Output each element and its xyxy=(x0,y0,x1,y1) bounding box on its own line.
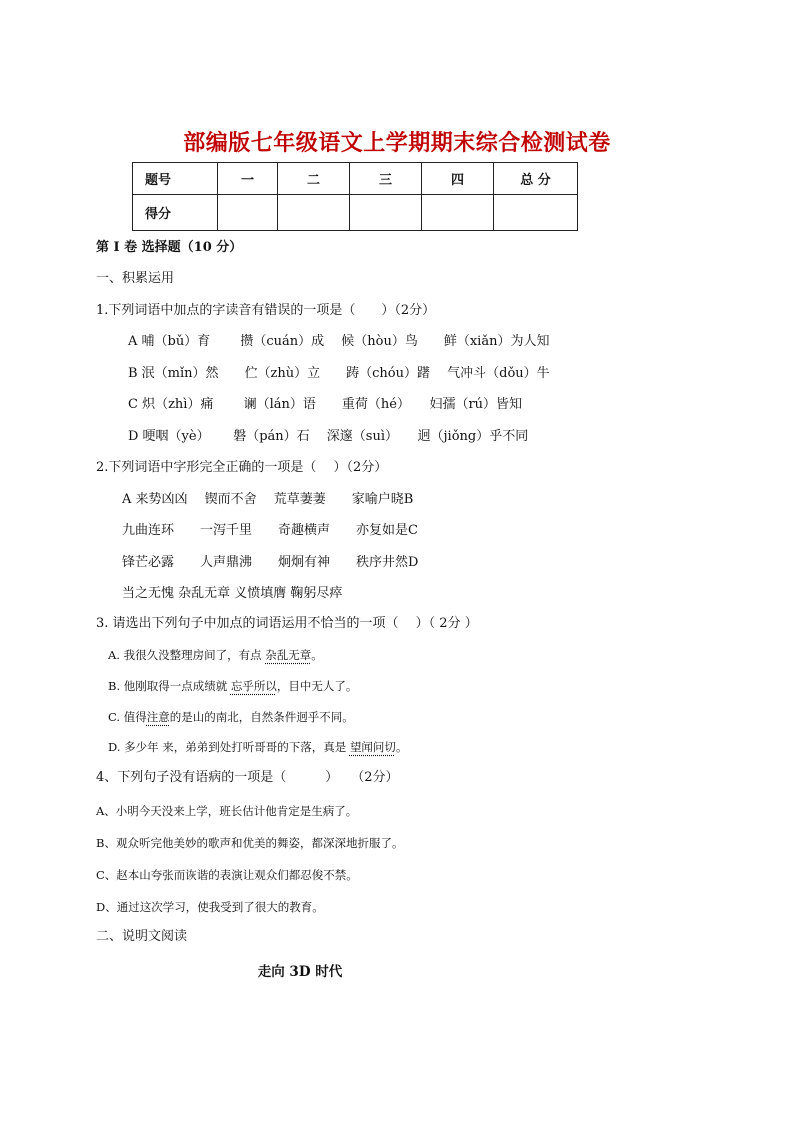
option-text: ，目中无人了。 xyxy=(276,679,358,693)
question-stem: 2.下列词语中字形完全正确的一项是（ ）（2分） xyxy=(96,460,388,475)
option-line: 锋芒必露 人声鼎沸 炯炯有神 秩序井然D xyxy=(122,555,419,570)
score-header-cell: 三 xyxy=(350,163,422,195)
option-d: D、通过这次学习，使我受到了很大的教育。 xyxy=(96,900,324,914)
score-table xyxy=(132,162,578,231)
score-cell xyxy=(494,195,578,231)
part-heading: 二、说明文阅读 xyxy=(96,929,188,944)
score-header-cell: 二 xyxy=(278,163,350,195)
score-row-label: 得分 xyxy=(133,195,218,231)
score-header-cell: 四 xyxy=(422,163,494,195)
score-table-score-row xyxy=(133,195,578,231)
dotted-term: 杂乱无章 xyxy=(265,648,312,662)
score-header-cell: 题号 xyxy=(133,163,218,195)
option-d xyxy=(108,739,407,755)
option-d: D 哽咽（yè） 磐（pán）石 深邃（suì） 迥（jiǒng）乎不同 xyxy=(128,429,529,444)
option-c: C 炽（zhì）痛 谰（lán）语 重荷（hé） 妇孺（rú）皆知 xyxy=(128,397,523,412)
option-c: C、赵本山夸张而诙谐的表演让观众们都忍俊不禁。 xyxy=(96,868,358,882)
option-a: A 哺（bǔ）育 攒（cuán）成 候（hòu）鸟 鲜（xiǎn）为人知 xyxy=(128,334,550,349)
option-line: 九曲连环 一泻千里 奇趣横声 亦复如是C xyxy=(122,523,418,538)
dotted-term: 望闻问切 xyxy=(349,740,396,754)
option-c xyxy=(108,709,354,725)
dotted-term: 忘乎所以 xyxy=(230,679,277,693)
option-b: B、观众听完他美妙的歌声和优美的舞姿，都深深地折服了。 xyxy=(96,836,404,850)
option-text: 的是山的南北，自然条件迥乎不同。 xyxy=(169,710,354,724)
option-text: 。 xyxy=(395,740,408,754)
option-a xyxy=(108,647,323,663)
option-text: C. 值得 xyxy=(108,710,147,724)
option-text: D. 多少年 来，弟弟到处打听哥哥的下落，真是 xyxy=(108,740,350,754)
part-heading: 一、积累运用 xyxy=(96,271,175,286)
score-cell xyxy=(350,195,422,231)
score-table-header-row xyxy=(133,163,578,195)
article-title: 走向 3D 时代 xyxy=(257,964,343,980)
question-stem: 1.下列词语中加点的字读音有错误的一项是（ ）（2分） xyxy=(96,303,436,318)
option-text: A. 我很久没整理房间了，有点 xyxy=(108,648,266,662)
question-stem: 3. 请选出下列句子中加点的词语运用不恰当的一项（ ）（ 2分 ） xyxy=(96,616,478,631)
score-header-cell: 总 分 xyxy=(494,163,578,195)
option-line: A 来势凶凶 锲而不舍 荒草萋萋 家喻户晓B xyxy=(122,492,414,507)
option-b: B 泯（mǐn）然 伫（zhù）立 踌（chóu）躇 气冲斗（dǒu）牛 xyxy=(128,366,550,381)
option-text: B. 他刚取得一点成绩就 xyxy=(108,679,231,693)
question-stem: 4、下列句子没有语病的一项是（ ） （2分） xyxy=(96,770,399,785)
option-a: A、小明今天没来上学，班长估计他肯定是生病了。 xyxy=(96,804,358,818)
score-cell xyxy=(278,195,350,231)
score-header-cell: 一 xyxy=(218,163,278,195)
score-cell xyxy=(422,195,494,231)
option-line: 当之无愧 杂乱无章 义愤填膺 鞠躬尽瘁 xyxy=(122,586,343,601)
score-cell xyxy=(218,195,278,231)
dotted-term: 注意 xyxy=(146,710,170,724)
exam-title: 部编版七年级语文上学期期末综合检测试卷 xyxy=(183,131,611,156)
option-b xyxy=(108,678,357,694)
option-text: 。 xyxy=(311,648,323,662)
section-header: 第 I 卷 选择题（10 分） xyxy=(96,240,243,255)
